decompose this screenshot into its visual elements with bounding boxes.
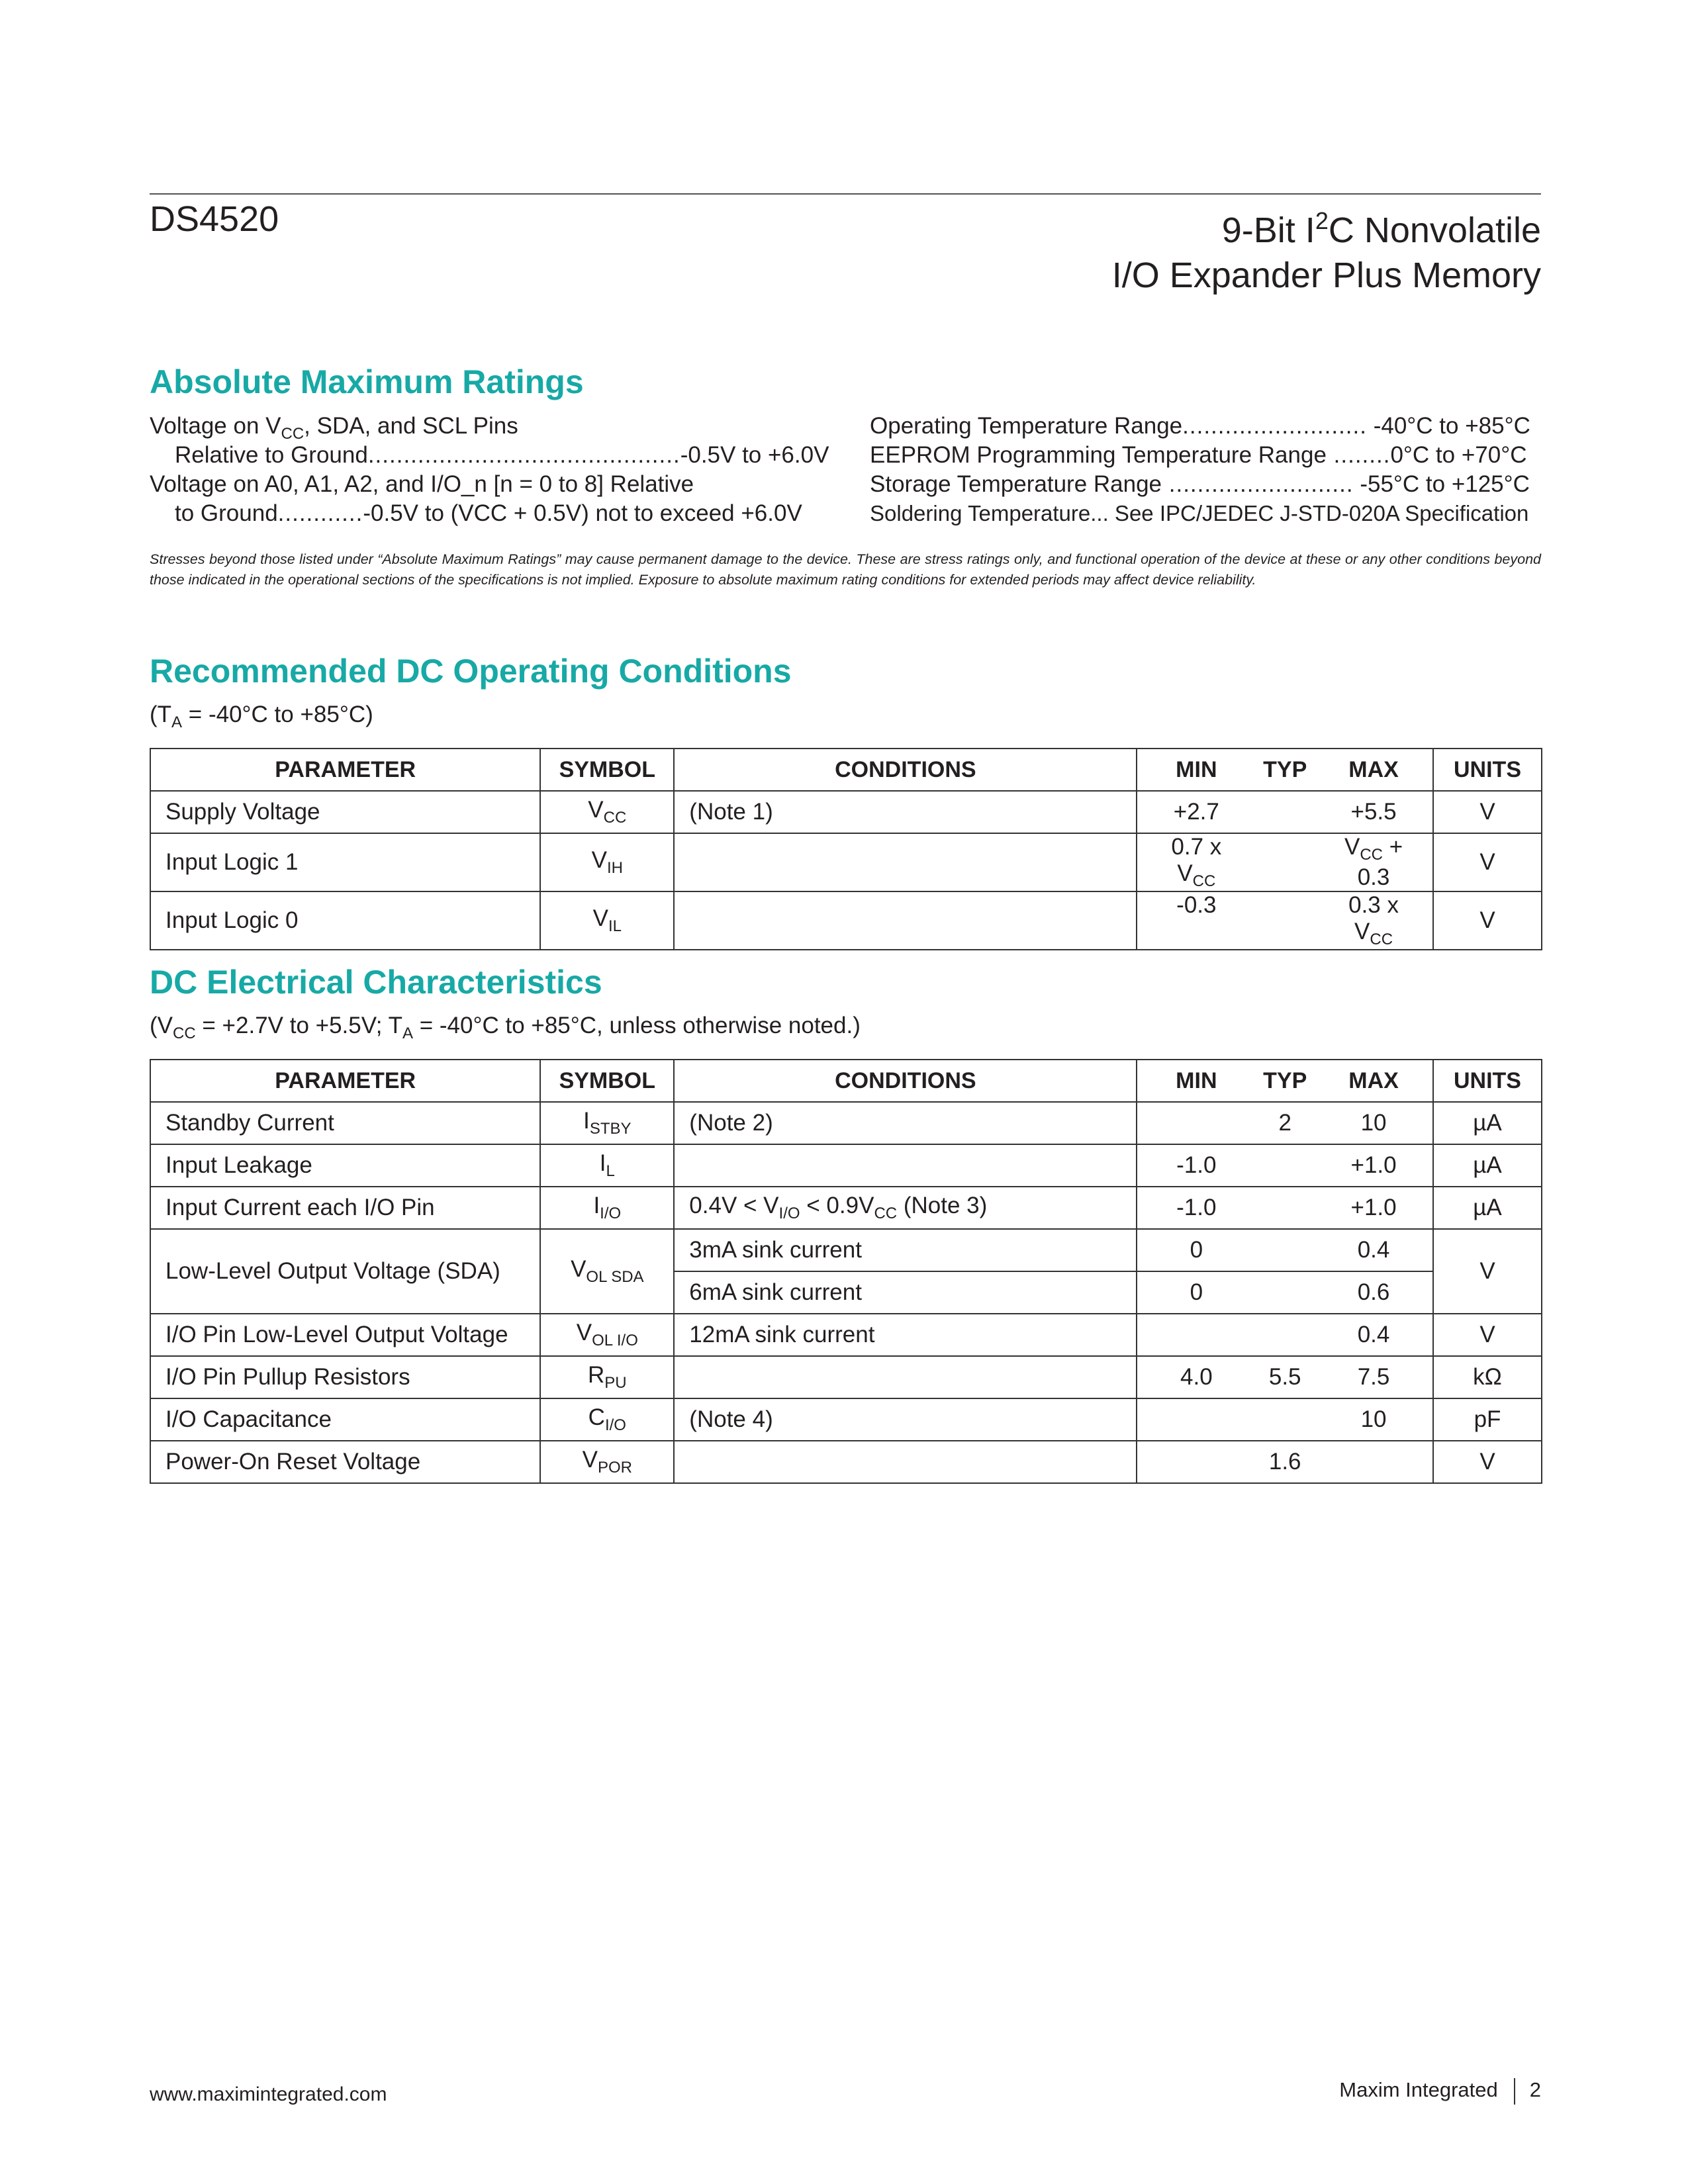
abs-l1-sub: CC <box>281 425 305 443</box>
title-line1-pre: 9-Bit I <box>1221 210 1315 250</box>
cell-max <box>1329 892 1418 949</box>
abs-l1-pre: Voltage on V <box>150 413 281 439</box>
rec-cond-sub: A <box>171 713 183 731</box>
cell-typ <box>1241 1152 1329 1179</box>
footer-url-link[interactable]: www.maximintegrated.com <box>150 2083 387 2105</box>
cell-min-typ-max <box>1137 791 1433 833</box>
cell-min: -0.3 <box>1176 892 1217 918</box>
cell-units: µA <box>1433 1102 1542 1144</box>
cell-min <box>1152 834 1241 891</box>
max-pre: 0.3 x V <box>1348 892 1399 944</box>
cell-typ: 1.6 <box>1268 1449 1301 1475</box>
abs-l4-value: -0.5V to (VCC + 0.5V) not to exceed +6.0V <box>363 500 802 526</box>
cell-units: V <box>1433 833 1542 891</box>
cell-parameter: Input Leakage <box>150 1144 540 1187</box>
cell-parameter: I/O Pin Low-Level Output Voltage <box>150 1314 540 1356</box>
cell-min-typ-max <box>1137 1144 1433 1187</box>
max-sub: CC <box>1370 931 1393 948</box>
abs-l4-label: to Ground <box>175 500 278 526</box>
sym-sub: I/O <box>600 1205 622 1222</box>
abs-r4-value: See IPC/JEDEC J-STD-020A Specification <box>1108 501 1529 525</box>
cell-conditions: 12mA sink current <box>674 1314 1137 1356</box>
cell-symbol <box>540 891 674 950</box>
cell-typ <box>1241 1237 1329 1263</box>
title-line1-post: C Nonvolatile <box>1328 210 1541 250</box>
page-number: 2 <box>1529 2078 1541 2102</box>
cell-units: V <box>1433 891 1542 950</box>
cell-symbol <box>540 1441 674 1483</box>
abs-l2-label: Relative to Ground <box>175 442 368 468</box>
cell-typ: 2 <box>1278 1110 1291 1136</box>
table-row <box>150 1144 1542 1187</box>
dc-elec-heading: DC Electrical Characteristics <box>150 964 602 1001</box>
stress-note: Stresses beyond those listed under “Absolute Maximum Ratings” may cause permanent damage to the device. These are stress ratings only, and functional operation of the device at these or any other conditions beyond those indicated in the operational sections of the specifications is not implied. Exposure to absolute maximum rating conditions for extended periods may affect device reliability. <box>150 551 1541 588</box>
abs-l1-post: , SDA, and SCL Pins <box>304 413 518 439</box>
dc-cond-s1: CC <box>173 1024 196 1042</box>
sym: V <box>588 797 604 823</box>
cell-units: V <box>1433 791 1542 833</box>
rec-dc-condition <box>150 702 373 732</box>
abs-l2-dots: ............................................ <box>367 442 680 468</box>
col-min-typ-max <box>1137 749 1433 791</box>
table-row <box>150 1187 1542 1229</box>
abs-max-right-1 <box>870 412 1530 441</box>
table-row <box>150 1314 1542 1356</box>
sym: I <box>593 1193 600 1218</box>
cell-conditions <box>674 833 1137 891</box>
cell-min-typ-max <box>1137 1356 1433 1398</box>
cond-s1: I/O <box>778 1205 800 1222</box>
cell-parameter: Low-Level Output Voltage (SDA) <box>150 1229 540 1314</box>
abs-r3-value: -55°C to +125°C <box>1353 471 1530 497</box>
cell-max: 0.4 <box>1357 1322 1390 1347</box>
cell-units: µA <box>1433 1144 1542 1187</box>
cell-units: µA <box>1433 1187 1542 1229</box>
cell-min-typ-max <box>1137 1441 1433 1483</box>
col-max: MAX <box>1348 756 1399 782</box>
cell-min <box>1152 1322 1241 1348</box>
sym: V <box>571 1256 586 1282</box>
cell-max: 10 <box>1360 1110 1387 1136</box>
sym-sub: IL <box>608 917 622 935</box>
dc-elec-condition <box>150 1013 861 1043</box>
sym: V <box>582 1447 598 1473</box>
cell-min-typ-max <box>1137 891 1433 950</box>
cell-symbol <box>540 1229 674 1314</box>
cell-typ <box>1241 799 1329 825</box>
col-units: UNITS <box>1433 1060 1542 1102</box>
cell-typ: 5.5 <box>1268 1364 1301 1390</box>
table-header-row <box>150 749 1542 791</box>
sym-sub: I/O <box>604 1416 626 1434</box>
cell-min: -1.0 <box>1176 1152 1217 1178</box>
cell-conditions <box>674 1187 1137 1229</box>
rec-cond-post: = -40°C to +85°C) <box>182 702 373 727</box>
table-row <box>150 791 1542 833</box>
col-conditions: CONDITIONS <box>674 1060 1137 1102</box>
cell-typ <box>1241 892 1329 949</box>
cell-min: 4.0 <box>1180 1364 1213 1390</box>
dc-cond-s2: A <box>402 1024 413 1042</box>
cell-parameter: Input Logic 0 <box>150 891 540 950</box>
rec-dc-table <box>150 748 1542 950</box>
cell-conditions <box>674 1144 1137 1187</box>
cell-max <box>1329 1449 1418 1475</box>
table-row <box>150 891 1542 950</box>
abs-l4-dots: ............ <box>277 500 363 526</box>
abs-l2-value: -0.5V to +6.0V <box>680 442 829 468</box>
table-header-row <box>150 1060 1542 1102</box>
rec-dc-heading: Recommended DC Operating Conditions <box>150 653 792 690</box>
table-row <box>150 1356 1542 1398</box>
cell-parameter: I/O Pin Pullup Resistors <box>150 1356 540 1398</box>
cell-typ <box>1241 834 1329 891</box>
abs-max-line-4 <box>175 499 802 528</box>
abs-r1-dots: .......................... <box>1182 413 1367 439</box>
col-min-typ-max <box>1137 1060 1433 1102</box>
part-number: DS4520 <box>150 199 279 239</box>
abs-r2-label: EEPROM Programming Temperature Range <box>870 442 1327 468</box>
table-row <box>150 1441 1542 1483</box>
sym: R <box>588 1362 605 1388</box>
cell-conditions <box>674 1356 1137 1398</box>
sym: V <box>576 1320 592 1345</box>
table-row <box>150 833 1542 891</box>
col-typ: TYP <box>1263 1068 1307 1093</box>
max-pre: V <box>1344 834 1360 860</box>
abs-max-left <box>150 412 829 531</box>
document-title <box>1112 199 1541 298</box>
cell-typ <box>1241 1406 1329 1433</box>
abs-r3-dots: .......................... <box>1162 471 1354 497</box>
cell-symbol <box>540 1314 674 1356</box>
cell-min: 0 <box>1190 1279 1203 1305</box>
dc-cond-p2: = +2.7V to +5.5V; T <box>195 1013 402 1038</box>
dc-elec-table <box>150 1059 1542 1484</box>
cell-max: +5.5 <box>1350 799 1397 825</box>
cell-parameter: Input Current each I/O Pin <box>150 1187 540 1229</box>
cell-min: +2.7 <box>1173 799 1219 825</box>
cell-min <box>1152 1110 1241 1136</box>
title-line2: I/O Expander Plus Memory <box>1111 255 1541 295</box>
abs-max-right-2 <box>870 441 1526 470</box>
cell-min: -1.0 <box>1176 1195 1217 1220</box>
cell-min-typ-max <box>1137 1314 1433 1356</box>
cell-conditions: (Note 2) <box>674 1102 1137 1144</box>
col-units: UNITS <box>1433 749 1542 791</box>
rec-cond-pre: (T <box>150 702 172 727</box>
table-row <box>150 1398 1542 1441</box>
col-symbol: SYMBOL <box>540 1060 674 1102</box>
abs-max-line-2 <box>175 441 829 470</box>
cell-symbol <box>540 1144 674 1187</box>
cell-units: kΩ <box>1433 1356 1542 1398</box>
cell-conditions: (Note 4) <box>674 1398 1137 1441</box>
abs-max-right-3 <box>870 470 1530 499</box>
col-conditions: CONDITIONS <box>674 749 1137 791</box>
col-max: MAX <box>1348 1068 1399 1093</box>
abs-r3-label: Storage Temperature Range <box>870 471 1162 497</box>
cell-max: +1.0 <box>1350 1152 1397 1178</box>
cell-symbol <box>540 833 674 891</box>
cell-max: 7.5 <box>1357 1364 1390 1390</box>
min-pre: 0.7 x V <box>1171 834 1222 886</box>
abs-r4-label: Soldering Temperature... <box>870 501 1109 525</box>
cell-typ <box>1241 1279 1329 1306</box>
cell-max: 0.6 <box>1357 1279 1390 1305</box>
cell-min-typ-max <box>1137 1271 1433 1314</box>
dc-cond-p1: (V <box>150 1013 173 1038</box>
cond-p2: < 0.9V <box>800 1193 874 1218</box>
cell-typ <box>1241 1195 1329 1221</box>
cond-p1: 0.4V < V <box>689 1193 779 1218</box>
cell-units: V <box>1433 1314 1542 1356</box>
sym-sub: IH <box>606 859 623 877</box>
sym: C <box>588 1404 605 1430</box>
cell-conditions <box>674 891 1137 950</box>
cell-units: pF <box>1433 1398 1542 1441</box>
abs-max-right <box>870 412 1541 531</box>
cell-max: +1.0 <box>1350 1195 1397 1220</box>
col-parameter: PARAMETER <box>150 749 540 791</box>
cell-min-typ-max <box>1137 833 1433 891</box>
table-row <box>150 1229 1542 1271</box>
cond-s2: CC <box>874 1205 898 1222</box>
header-rule <box>150 193 1541 195</box>
col-min: MIN <box>1176 756 1217 782</box>
footer-separator <box>1514 2078 1515 2105</box>
cell-conditions: 3mA sink current <box>674 1229 1137 1271</box>
cell-min: 0 <box>1190 1237 1203 1263</box>
min-sub: CC <box>1192 872 1216 890</box>
title-sup: 2 <box>1315 207 1329 234</box>
sym-sub: STBY <box>589 1120 632 1138</box>
cell-max: 10 <box>1360 1406 1387 1432</box>
cell-min-typ-max <box>1137 1102 1433 1144</box>
cell-symbol <box>540 1102 674 1144</box>
cell-max: 0.4 <box>1357 1237 1390 1263</box>
footer-right <box>1339 2078 1541 2105</box>
cell-symbol <box>540 791 674 833</box>
col-typ: TYP <box>1263 756 1307 782</box>
sym: V <box>591 847 607 873</box>
cell-units: V <box>1433 1441 1542 1483</box>
cell-conditions: 6mA sink current <box>674 1271 1137 1314</box>
abs-max-heading: Absolute Maximum Ratings <box>150 363 584 400</box>
cell-parameter: Supply Voltage <box>150 791 540 833</box>
abs-max-line-3: Voltage on A0, A1, A2, and I/O_n [n = 0 to 8] Relative <box>150 471 694 497</box>
cell-parameter: Input Logic 1 <box>150 833 540 891</box>
abs-r1-value: -40°C to +85°C <box>1366 413 1530 439</box>
cell-typ <box>1241 1322 1329 1348</box>
max-sub: CC <box>1360 846 1383 864</box>
cell-units: V <box>1433 1229 1542 1314</box>
abs-r2-value: 0°C to +70°C <box>1390 442 1527 468</box>
sym-sub: OL I/O <box>592 1332 638 1349</box>
cell-conditions <box>674 1441 1137 1483</box>
cond-p3: (Note 3) <box>897 1193 988 1218</box>
cell-min-typ-max <box>1137 1229 1433 1271</box>
cell-parameter: Power-On Reset Voltage <box>150 1441 540 1483</box>
sym-sub: OL SDA <box>586 1268 644 1286</box>
sym-sub: POR <box>597 1459 632 1477</box>
sym-sub: CC <box>603 809 627 827</box>
cell-symbol <box>540 1187 674 1229</box>
sym: I <box>599 1150 606 1176</box>
col-symbol: SYMBOL <box>540 749 674 791</box>
cell-min-typ-max <box>1137 1398 1433 1441</box>
cell-symbol <box>540 1398 674 1441</box>
abs-r2-dots: ........ <box>1326 442 1391 468</box>
abs-r1-label: Operating Temperature Range <box>870 413 1183 439</box>
footer-company: Maxim Integrated <box>1339 2078 1498 2102</box>
cell-symbol <box>540 1356 674 1398</box>
cell-parameter: Standby Current <box>150 1102 540 1144</box>
sym-sub: PU <box>604 1374 627 1392</box>
cell-parameter: I/O Capacitance <box>150 1398 540 1441</box>
max-post: + 0.3 <box>1357 834 1403 890</box>
col-parameter: PARAMETER <box>150 1060 540 1102</box>
cell-min <box>1152 1449 1241 1475</box>
dc-cond-p3: = -40°C to +85°C, unless otherwise noted.) <box>413 1013 861 1038</box>
abs-max-right-4 <box>870 499 1528 528</box>
sym: I <box>583 1108 590 1134</box>
cell-conditions: (Note 1) <box>674 791 1137 833</box>
cell-min <box>1152 1406 1241 1433</box>
table-row <box>150 1102 1542 1144</box>
sym: V <box>592 905 608 931</box>
cell-min-typ-max <box>1137 1187 1433 1229</box>
col-min: MIN <box>1176 1068 1217 1093</box>
cell-max <box>1329 834 1418 891</box>
sym-sub: L <box>606 1162 615 1180</box>
